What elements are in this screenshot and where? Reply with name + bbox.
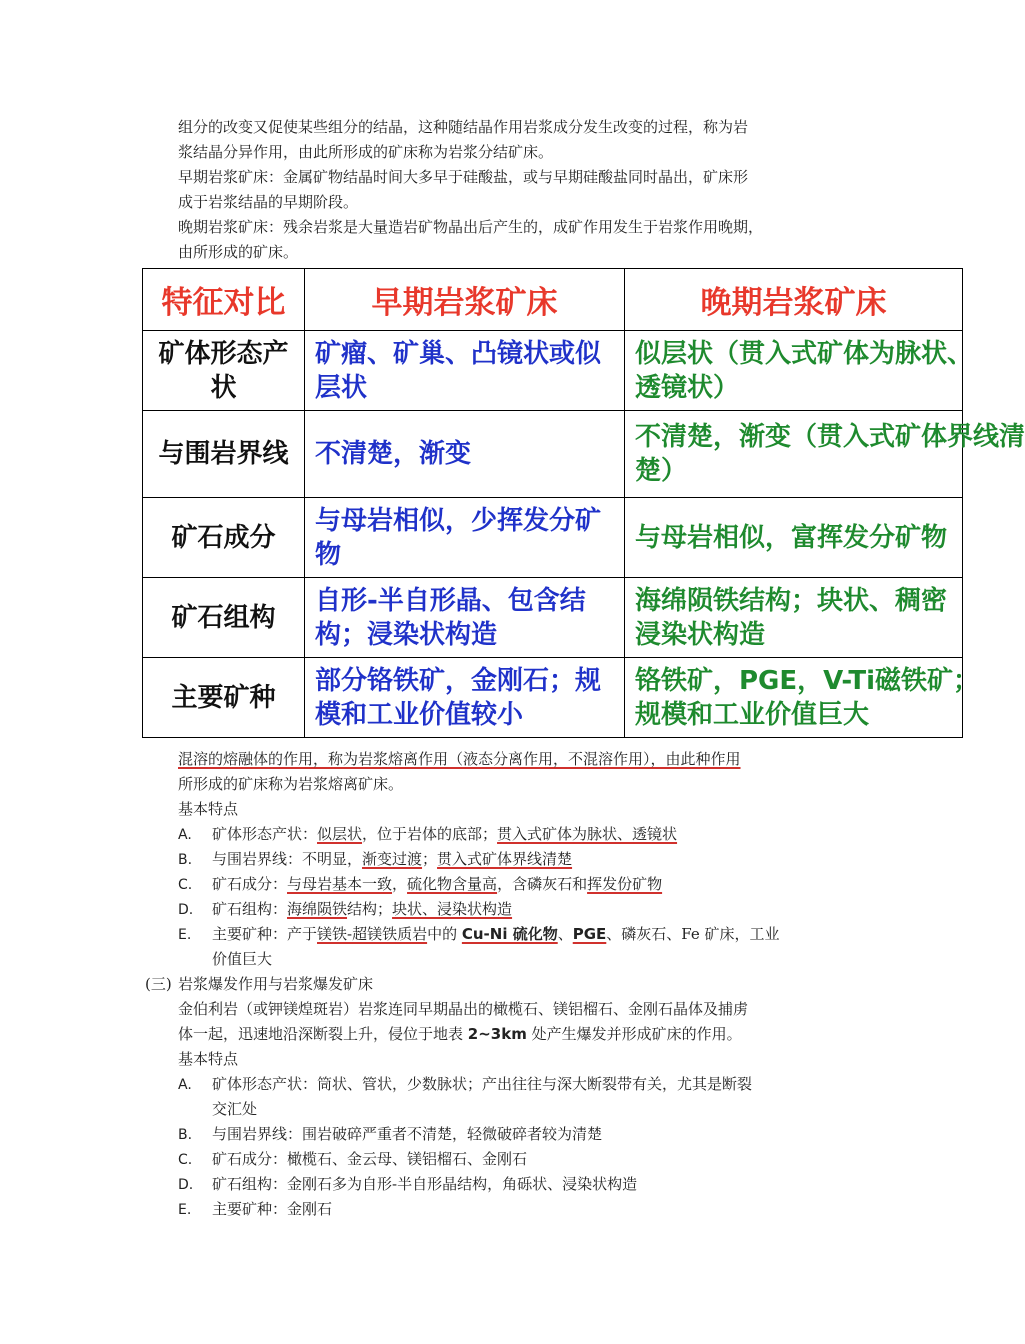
- list-item: B. 与围岩界线：不明显，渐变过渡；贯入式矿体界线清楚: [178, 850, 573, 868]
- list-item: E. 主要矿种：产于镁铁-超镁铁质岩中的 Cu-Ni 硫化物、PGE、磷灰石、Fe 矿床，工业: [178, 925, 780, 943]
- section-subheading: 基本特点: [178, 800, 239, 818]
- paragraph-line: 成于岩浆结晶的早期阶段。: [178, 193, 359, 211]
- early-cell: 矿瘤、矿巢、凸镜状或似层状: [305, 331, 625, 411]
- row-key: 矿石组构: [143, 578, 305, 658]
- paragraph-line: 浆结晶分异作用，由此所形成的矿床称为岩浆分结矿床。: [178, 143, 554, 161]
- paragraph-line: 组分的改变又促使某些组分的结晶，这种随结晶作用岩浆成分发生改变的过程，称为岩: [178, 118, 749, 136]
- table-header-row: [143, 269, 963, 331]
- list-item: D. 矿石组构：海绵陨铁结构；块状、浸染状构造: [178, 900, 513, 918]
- late-cell: 海绵陨铁结构；块状、稠密 浸染状构造: [625, 578, 963, 658]
- early-cell: 部分铬铁矿，金刚石；规模和工业价值较小: [305, 658, 625, 738]
- header-cell: 早期岩浆矿床: [305, 269, 625, 331]
- table-row: [143, 411, 963, 498]
- list-item: D. 矿石组构：金刚石多为自形-半自形晶结构，角砾状、浸染状构造: [178, 1175, 638, 1193]
- table-row: [143, 331, 963, 411]
- table-row: [143, 498, 963, 578]
- header-cell: 特征对比: [143, 269, 305, 331]
- list-item: C. 矿石成分：橄榄石、金云母、镁铝榴石、金刚石: [178, 1150, 528, 1168]
- comparison-table: [142, 268, 1025, 738]
- list-item: A. 矿体形态产状：似层状，位于岩体的底部；贯入式矿体为脉状、透镜状: [178, 825, 678, 843]
- paragraph-line: 所形成的矿床称为岩浆熔离矿床。: [178, 775, 404, 793]
- list-item-continuation: 交汇处: [212, 1100, 258, 1118]
- list-item-continuation: 价值巨大: [212, 950, 273, 968]
- list-item: C. 矿石成分：与母岩基本一致，硫化物含量高，含磷灰石和挥发份矿物: [178, 875, 663, 893]
- table-row: [143, 578, 963, 658]
- header-cell: 晚期岩浆矿床: [625, 269, 963, 331]
- row-key: 矿体形态产状: [143, 331, 305, 411]
- late-cell: 不清楚，渐变（贯入式矿体界线清 楚）: [625, 411, 963, 498]
- row-key: 矿石成分: [143, 498, 305, 578]
- early-cell: 自形-半自形晶、包含结构；浸染状构造: [305, 578, 625, 658]
- early-cell: 不清楚，渐变: [305, 411, 625, 498]
- late-cell: 铬铁矿，PGE，V-Ti磁铁矿； 规模和工业价值巨大: [625, 658, 963, 738]
- row-key: 主要矿种: [143, 658, 305, 738]
- paragraph-line: 早期岩浆矿床：金属矿物结晶时间大多早于硅酸盐，或与早期硅酸盐同时晶出，矿床形: [178, 168, 749, 186]
- list-item: E. 主要矿种：金刚石: [178, 1200, 333, 1218]
- list-item: B. 与围岩界线：围岩破碎严重者不清楚，轻微破碎者较为清楚: [178, 1125, 603, 1143]
- section-subheading: 基本特点: [178, 1050, 239, 1068]
- paragraph-line: 混溶的熔融体的作用，称为岩浆熔离作用（液态分离作用，不混溶作用），由此种作用: [178, 750, 741, 768]
- section-heading: (三) 岩浆爆发作用与岩浆爆发矿床: [145, 975, 374, 993]
- list-item: A. 矿体形态产状：筒状、管状，少数脉状；产出往往与深大断裂带有关，尤其是断裂: [178, 1075, 753, 1093]
- paragraph-line: 晚期岩浆矿床：残余岩浆是大量造岩矿物晶出后产生的，成矿作用发生于岩浆作用晚期，: [178, 218, 764, 236]
- paragraph-line: 由所形成的矿床。: [178, 243, 299, 261]
- early-cell: 与母岩相似，少挥发分矿物: [305, 498, 625, 578]
- paragraph-line: 金伯利岩（或钾镁煌斑岩）岩浆连同早期晶出的橄榄石、镁铝榴石、金刚石晶体及捕虏: [178, 1000, 749, 1018]
- table-row: [143, 658, 963, 738]
- row-key: 与围岩界线: [143, 411, 305, 498]
- paragraph-line: 体一起，迅速地沿深断裂上升，侵位于地表 2~3km 处产生爆发并形成矿床的作用。: [178, 1025, 742, 1043]
- late-cell: 似层状（贯入式矿体为脉状、 透镜状）: [625, 331, 963, 411]
- late-cell: 与母岩相似，富挥发分矿物: [625, 498, 963, 578]
